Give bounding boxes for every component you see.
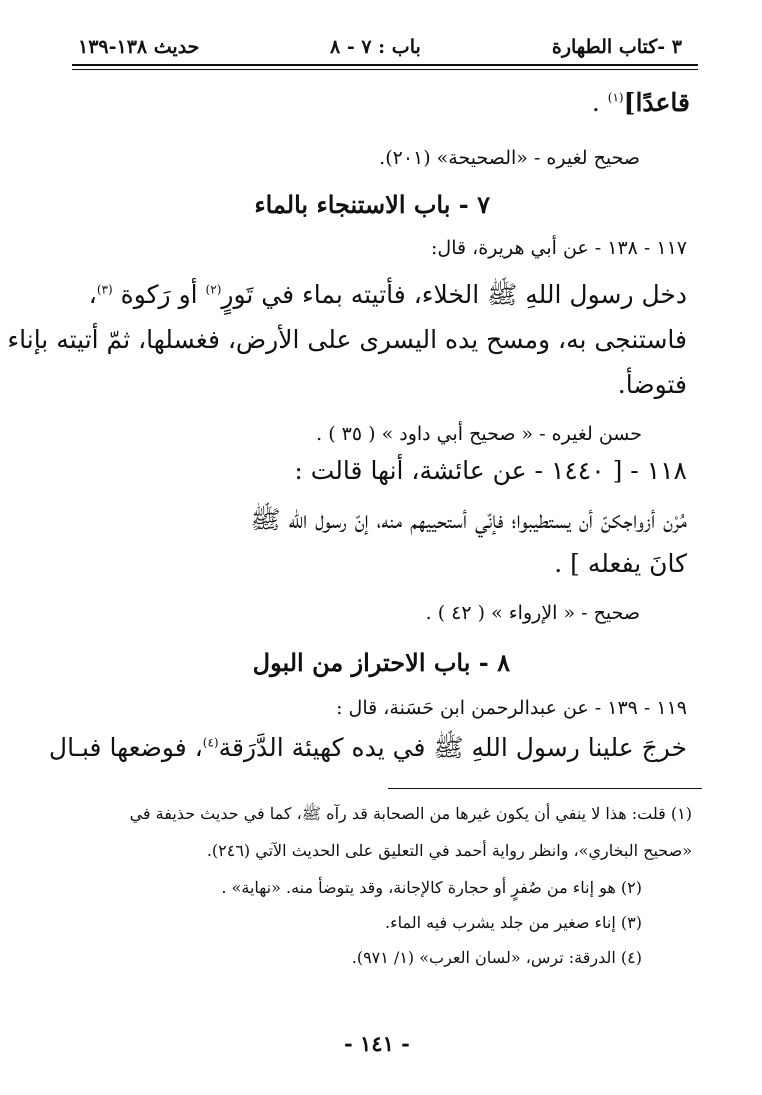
hadith-117-text-a: دخل رسول اللهِ ﷺ الخلاء، فأتيته بماء في تَورٍ bbox=[221, 280, 687, 309]
text-line-qaidan bbox=[592, 88, 690, 117]
hadith-117-line3: فتوضأ. bbox=[617, 370, 687, 399]
footnote-ref-4[interactable]: (٤) bbox=[202, 735, 219, 750]
hadith-119-intro: ١١٩ - ١٣٩ - عن عبدالرحمن ابن حَسَنة، قال : bbox=[336, 697, 687, 719]
footnote-2: (٢) هو إناء من صُفرٍ أو حجارة كالإجانة، وقد يتوضأ منه. «نهاية» . bbox=[221, 878, 642, 897]
footnote-ref-2[interactable]: (٢) bbox=[205, 282, 222, 297]
hadith-118-line2: كانَ يفعله ] . bbox=[554, 549, 687, 578]
grade-line: صحيح - « الإرواء » ( ٤٢ ) . bbox=[425, 602, 640, 624]
chapter-heading-8: ٨ - باب الاحتراز من البول bbox=[252, 648, 510, 677]
footnote-separator bbox=[388, 788, 702, 789]
header-rule-thin bbox=[72, 69, 698, 70]
header-chapter-title: ٣ -كتاب الطهارة bbox=[551, 36, 682, 58]
hadith-119-text-b: ، فوضعها فبـال bbox=[48, 733, 203, 762]
hadith-119-text-a: خرجَ علينا رسول اللهِ ﷺ في يده كهيئة الدَّرَقة bbox=[218, 733, 687, 762]
footnote-ref-1[interactable]: (١) bbox=[607, 90, 624, 105]
text-fragment: قاعدًا] bbox=[623, 88, 690, 117]
hadith-117-intro: ١١٧ - ١٣٨ - عن أبي هريرة، قال: bbox=[430, 237, 687, 259]
header-section-range: باب : ٧ - ٨ bbox=[330, 36, 421, 58]
hadith-118-intro: ١١٨ - [ ١٤٤٠ - عن عائشة، أنها قالت : bbox=[294, 456, 687, 485]
footnote-1-line1: (١) قلت: هذا لا ينفي أن يكون غيرها من الصحابة قد رآه ﷺ، كما في حديث حذيفة في bbox=[129, 804, 692, 823]
chapter-heading-7: ٧ - باب الاستنجاء بالماء bbox=[254, 190, 490, 219]
grade-line: حسن لغيره - « صحيح أبي داود » ( ٣٥ ) . bbox=[316, 423, 642, 445]
page-number: - ١٤١ - bbox=[344, 1031, 410, 1056]
footnote-4: (٤) الدرقة: ترس، «لسان العرب» (١/ ٩٧١). bbox=[351, 948, 642, 967]
hadith-117-text-b: أو رَكوة bbox=[120, 280, 206, 309]
footnote-ref-3[interactable]: (٣) bbox=[96, 282, 113, 297]
grade-line: صحيح لغيره - «الصحيحة» (٢٠١). bbox=[379, 147, 640, 169]
footnote-1-line2: «صحيح البخاري»، وانظر رواية أحمد في التعليق على الحديث الآتي (٢٤٦). bbox=[206, 841, 692, 860]
header-hadith-range: حديث ١٣٨-١٣٩ bbox=[78, 36, 200, 58]
hadith-117-line2: فاستنجى به، ومسح يده اليسرى على الأرض، فغسلها، ثمّ أتيته بإناء bbox=[7, 325, 687, 354]
header-rule-thick bbox=[72, 64, 698, 66]
hadith-118-line1: مُرْن أزواجكنّ أن يستطيبوا؛ فإنّي أستحييهم منه، إنّ رسول الله ﷺ bbox=[250, 505, 687, 534]
hadith-119-line1 bbox=[49, 732, 687, 769]
hadith-117-text-c: ، bbox=[88, 280, 97, 309]
hadith-117-line1 bbox=[89, 279, 687, 316]
footnote-3: (٣) إناء صغير من جلد يشرب فيه الماء. bbox=[384, 913, 642, 932]
text-period: . bbox=[591, 88, 600, 117]
